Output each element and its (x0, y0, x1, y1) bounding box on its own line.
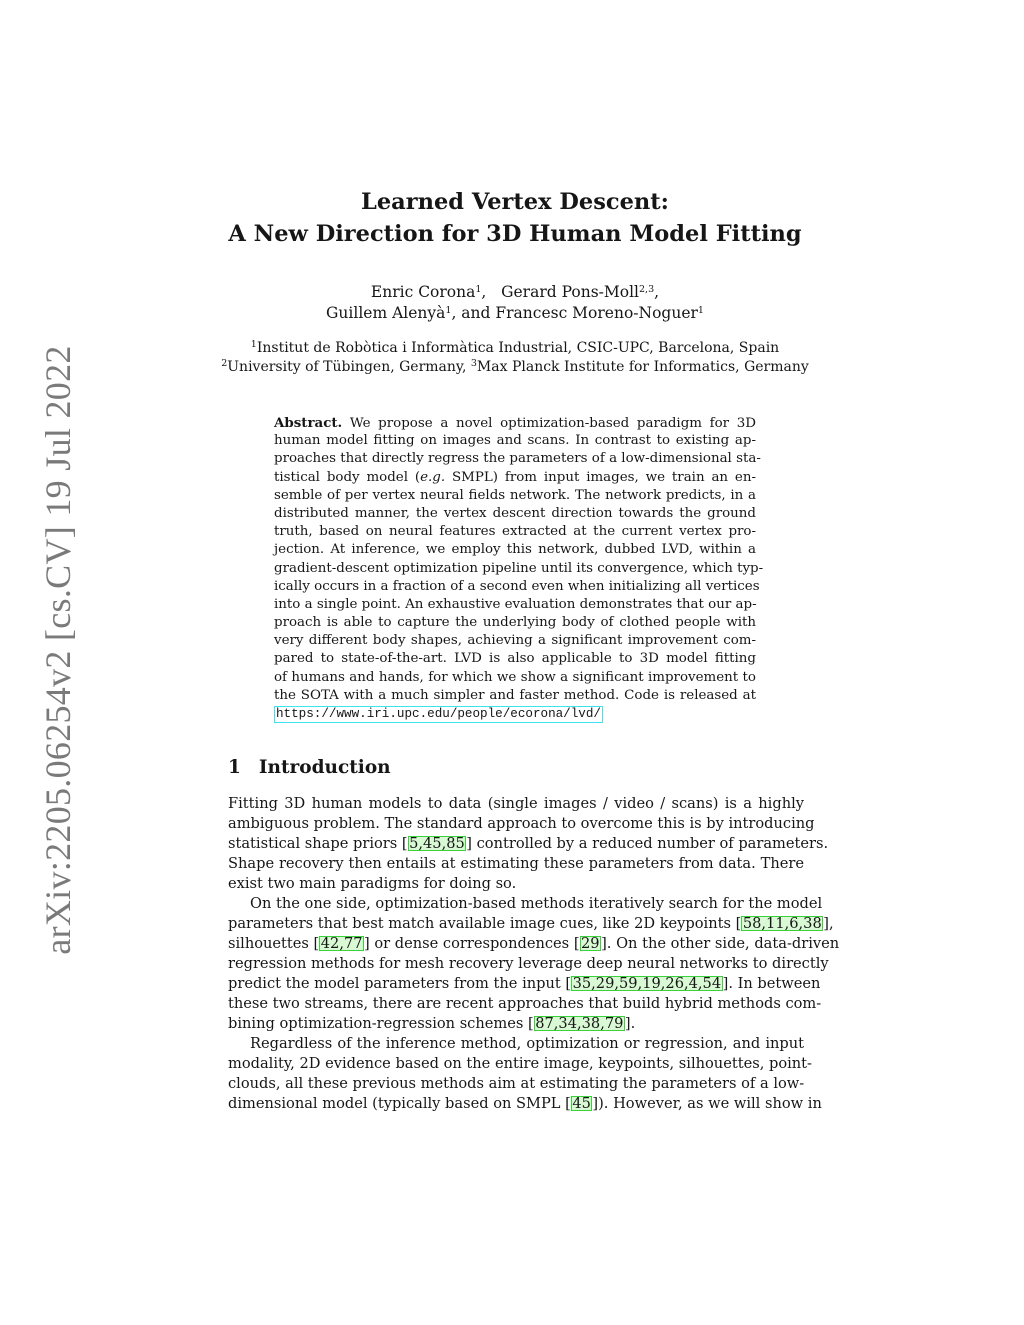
affiliation-text: Institut de Robòtica i Informàtica Industrial, CSIC-UPC, Barcelona, Spain (256, 340, 780, 356)
body-text: . On the other side, data-driven (606, 935, 840, 952)
author-name: Gerard Pons-Moll (501, 283, 640, 301)
affiliation-line-1 (0, 339, 1024, 358)
body-line: predict the model parameters from the input [ 35,29,59,19,26,4,54 ]. In between (228, 975, 821, 992)
abstract-line: proaches that directly regress the parameters of a low-dimensional sta- (274, 451, 761, 467)
body-line: On the one side, optimization-based methods iteratively search for the model (250, 895, 823, 912)
paper-title (0, 186, 1024, 250)
body-text: . (630, 1015, 636, 1032)
abstract-line: the SOTA with a much simpler and faster method. Code is released at (274, 687, 756, 703)
author-affil-mark: 1 (445, 305, 452, 316)
body-line: ambiguous problem. The standard approach to overcome this is by introducing (228, 815, 815, 832)
affil-mark: 1 (250, 339, 257, 350)
affiliation-line-2 (0, 358, 1024, 377)
abstract-text: We propose a novel optimization-based paradigm for 3D (349, 416, 756, 431)
abstract-line: very different body shapes, achieving a significant improvement com- (274, 633, 756, 649)
author-list (0, 282, 1024, 324)
abstract-label: Abstract. (274, 415, 343, 431)
abstract-line: proach is able to capture the underlying body of clothed people with (274, 615, 756, 631)
abstract-line: gradient-descent optimization pipeline until its convergence, which typ- (274, 560, 764, 576)
abstract-line: jection. At inference, we employ this network, dubbed LVD, within a (274, 542, 756, 558)
body-line: these two streams, there are recent approaches that build hybrid methods com- (228, 995, 822, 1012)
citation-link[interactable]: 58,11,6,38 (742, 915, 822, 932)
affiliation-text: Max Planck Institute for Informatics, Germany (476, 358, 809, 375)
body-line: statistical shape priors [ 5,45,85 ] controlled by a reduced number of parameters. (228, 835, 829, 852)
arxiv-identifier-stamp: arXiv:2205.06254v2 [cs.CV] 19 Jul 2022 (38, 345, 78, 955)
abstract (274, 414, 764, 723)
abstract-line (274, 469, 756, 487)
author-line-2: Guillem Alenyà$^1$, and Francesc Moreno-Noguer$^1$ (326, 304, 704, 322)
body-line: dimensional model (typically based on SMPL [ 45 ]). However, as we will show in (228, 1095, 822, 1112)
body-text: silhouettes (228, 935, 314, 952)
body-text: statistical shape priors (228, 835, 402, 852)
title-line-1: Learned Vertex Descent: (361, 189, 669, 215)
abstract-line: truth, based on neural features extracted at the current vertex pro- (274, 524, 756, 540)
body-line: bining optimization-regression schemes [ 87,34,38,79 ]. (228, 1015, 636, 1032)
body-line: regression methods for mesh recovery leverage deep neural networks to directly (228, 955, 829, 972)
body-line: Fitting 3D human models to data (single images / video / scans) is a highly (228, 795, 804, 812)
body-text: predict the model parameters from the input (228, 975, 566, 992)
citation-link[interactable]: 45 (572, 1095, 591, 1112)
body-text: . In between (728, 975, 821, 992)
introduction-body (228, 794, 840, 1114)
abstract-text: tistical body model ( (274, 469, 421, 485)
body-text: parameters that best match available image cues, like 2D keypoints (228, 915, 736, 932)
author-name: Francesc Moreno-Noguer (495, 304, 698, 322)
citation-link[interactable]: 35,29,59,19,26,4,54 (572, 975, 722, 992)
code-url-link[interactable]: https://www.iri.upc.edu/people/ecorona/lvd/ (276, 707, 601, 721)
abstract-line: pared to state-of-the-art. LVD is also applicable to 3D model fitting (274, 651, 756, 667)
abstract-italic: e.g. (420, 469, 446, 485)
author-name: Guillem Alenyà (326, 304, 446, 322)
affiliations (0, 339, 1024, 376)
affiliation-text: University of Tübingen, Germany, (227, 358, 467, 375)
author-affil-mark: 1 (475, 284, 482, 295)
body-text: dimensional model (typically based on SMPL (228, 1095, 566, 1112)
abstract-line: of humans and hands, for which we show a significant improvement to (274, 669, 756, 685)
body-line: parameters that best match available image cues, like 2D keypoints [ 58,11,6,38 ], (228, 915, 834, 932)
abstract-line: human model fitting on images and scans. In contrast to existing ap- (274, 433, 756, 449)
body-text: , (828, 915, 834, 932)
citation-link[interactable]: 87,34,38,79 (535, 1015, 624, 1032)
affil-mark: 2 (221, 357, 228, 369)
body-line: Regardless of the inference method, optimization or regression, and input (250, 1035, 804, 1052)
abstract-line: into a single point. An exhaustive evaluation demonstrates that our ap- (274, 596, 757, 612)
section-title: Introduction (258, 757, 391, 778)
abstract-line (274, 414, 756, 432)
body-line: Shape recovery then entails at estimating these parameters from data. There (228, 855, 804, 872)
body-line: silhouettes [ 42,77 ] or dense correspondences [ 29 ]. On the other side, data-driven (228, 935, 840, 952)
abstract-line: ically occurs in a fraction of a second even when initializing all vertices (274, 578, 760, 594)
body-text: or dense correspondences (369, 935, 574, 952)
citation-link[interactable]: 42,77 (320, 935, 363, 952)
author-line-1: Enric Corona$^1$, Gerard Pons-Moll$^{2,3}$, (370, 283, 660, 301)
body-line: exist two main paradigms for doing so. (228, 875, 517, 892)
body-text: bining optimization-regression schemes (228, 1015, 528, 1032)
section-heading (228, 757, 391, 778)
body-text: ). However, as we will show in (598, 1095, 822, 1112)
abstract-line: distributed manner, the vertex descent direction towards the ground (274, 505, 756, 521)
abstract-line (274, 705, 756, 723)
affil-mark: 3 (470, 357, 477, 369)
abstract-text: SMPL) from input images, we train an en- (445, 469, 756, 485)
title-line-2: A New Direction for 3D Human Model Fitting (228, 221, 802, 247)
body-line: modality, 2D evidence based on the entire image, keypoints, silhouettes, point- (228, 1055, 812, 1072)
body-line: clouds, all these previous methods aim at estimating the parameters of a low- (228, 1075, 805, 1092)
citation-link[interactable]: 5,45,85 (409, 835, 465, 852)
author-affil-mark: 1 (697, 305, 704, 316)
citation-link[interactable]: 29 (581, 935, 600, 952)
author-affil-mark: 2,3 (639, 284, 655, 295)
abstract-line: semble of per vertex neural fields network. The network predicts, in a (274, 487, 756, 503)
body-text: controlled by a reduced number of parameters. (471, 835, 829, 852)
section-number: 1 (228, 757, 241, 778)
author-name: Enric Corona (370, 283, 476, 301)
